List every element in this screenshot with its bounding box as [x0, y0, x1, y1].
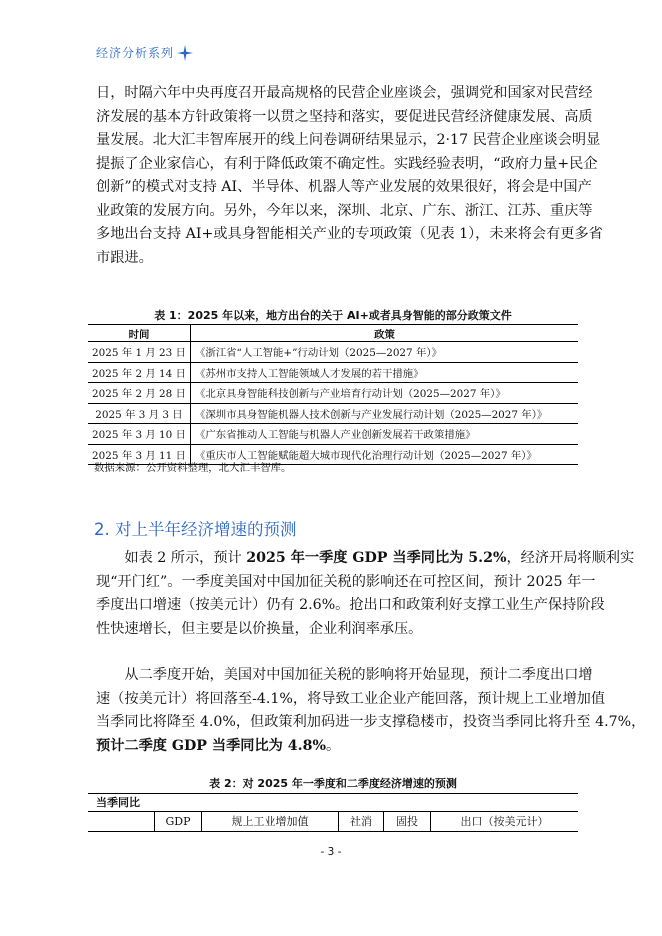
text-run: 。 — [325, 737, 341, 754]
text-line: 提振了企业家信心，有利于降低政策不确定性。实践经验表明，“政府力量+民企 — [96, 155, 598, 172]
text-line — [96, 547, 635, 571]
table-row — [88, 342, 578, 363]
bold-forecast-q2: 预计二季度 GDP 当季同比为 4.8% — [96, 737, 326, 754]
text-line: 性快速增长，但主要是以价换量，企业利润率承压。 — [96, 620, 423, 637]
table2-title: 表 2：对 2025 年一季度和二季度经济增速的预测 — [209, 777, 457, 790]
cell-policy: 《苏州市支持人工智能领域人才发展的若干措施》 — [190, 362, 578, 383]
header-policy: 政策 — [190, 325, 578, 342]
data-source-note: 数据来源：公开资料整理，北大汇丰智库。 — [94, 462, 292, 474]
table2-header-row — [88, 812, 578, 832]
table1-title: 表 1：2025 年以来，地方出台的关于 AI+或者具身智能的部分政策文件 — [154, 309, 512, 322]
cell-policy: 《广东省推动人工智能与机器人产业创新发展若干政策措施》 — [190, 424, 578, 445]
policy-table — [88, 324, 578, 465]
column-blank — [88, 812, 155, 831]
column-retail: 社消 — [339, 812, 384, 831]
table-row — [88, 383, 578, 404]
table-header-row — [88, 325, 578, 342]
cell-time: 2025 年 3 月 3 日 — [88, 403, 190, 424]
column-investment: 固投 — [384, 812, 431, 831]
text-line: 济发展的基本方针政策将一以贯之坚持和落实，要促进民营经济健康发展、高质 — [96, 108, 593, 125]
text-run: 如表 2 所示，预计 — [124, 550, 247, 566]
cell-time: 2025 年 1 月 23 日 — [88, 342, 190, 363]
series-title: 经济分析系列 — [96, 46, 175, 60]
cell-policy: 《深圳市具身智能机器人技术创新与产业发展行动计划（2025—2027 年）》 — [190, 403, 578, 424]
column-industrial: 规上工业增加值 — [202, 812, 339, 831]
cell-policy: 《浙江省“人工智能+”行动计划（2025—2027 年）》 — [190, 342, 578, 363]
text-line: 速（按美元计）将回落至-4.1%，将导致工业企业产能回落，预计规上工业增加值 — [96, 690, 606, 707]
paragraph-3 — [96, 664, 646, 758]
text-line — [96, 735, 574, 759]
column-gdp: GDP — [155, 812, 202, 831]
paragraph-1 — [96, 82, 603, 270]
text-run: ，经济开局将顺利实 — [506, 550, 635, 566]
text-line: 现“开门红”。一季度美国对中国加征关税的影响还在可控区间，预计 2025 年一 — [96, 573, 596, 590]
bold-forecast-q1: 2025 年一季度 GDP 当季同比为 5.2% — [246, 550, 507, 566]
text-line: 多地出台支持 AI+或具身智能相关产业的专项政策（见表 1），未来将会有更多省 — [96, 226, 603, 242]
text-run: 从二季度开始，美国对中国加征关税的影响将开始显现，预计二季度出口增 — [124, 667, 593, 683]
text-line: 当季同比将降至 4.0%，但政策利加码进一步支撑稳楼市，投资当季同比将升至 4.7%， — [96, 714, 646, 730]
text-line: 业政策的发展方向。另外，今年以来，深圳、北京、广东、浙江、江苏、重庆等 — [96, 202, 593, 219]
cell-time: 2025 年 3 月 10 日 — [88, 424, 190, 445]
table-row — [88, 424, 578, 445]
table-row — [88, 362, 578, 383]
header-series — [96, 44, 193, 61]
text-line — [96, 664, 593, 688]
header-time: 时间 — [88, 325, 190, 342]
text-line: 市跟进。 — [96, 249, 153, 266]
page-number: - 3 - — [320, 846, 342, 858]
paragraph-2 — [96, 547, 635, 641]
section-heading: 2. 对上半年经济增速的预测 — [94, 520, 297, 539]
text-line: 季度出口增速（按美元计）仍有 2.6%。抢出口和政策利好支撑工业生产保持阶段 — [96, 597, 605, 613]
table-row — [88, 403, 578, 424]
column-export: 出口（按美元计） — [460, 815, 549, 828]
cell-time: 2025 年 2 月 14 日 — [88, 362, 190, 383]
text-line: 量发展。北大汇丰智库展开的线上问卷调研结果显示，2·17 民营企业座谈会明显 — [96, 132, 601, 148]
cell-policy: 《北京具身智能科技创新与产业培育行动计划（2025—2027 年）》 — [190, 383, 578, 404]
forecast-table — [88, 793, 578, 832]
sparkle-icon — [177, 45, 193, 61]
table2-row-label: 当季同比 — [88, 793, 578, 812]
text-line: 日，时隔六年中央再度召开最高规格的民营企业座谈会，强调党和国家对民营经 — [96, 85, 593, 101]
cell-time: 2025 年 3 月 11 日 — [88, 444, 190, 465]
cell-time: 2025 年 2 月 28 日 — [88, 383, 190, 404]
cell-policy: 《重庆市人工智能赋能超大城市现代化治理行动计划（2025—2027 年）》 — [190, 444, 578, 465]
text-line: 创新”的模式对支持 AI、半导体、机器人等产业发展的效果很好，将会是中国产 — [96, 179, 592, 195]
